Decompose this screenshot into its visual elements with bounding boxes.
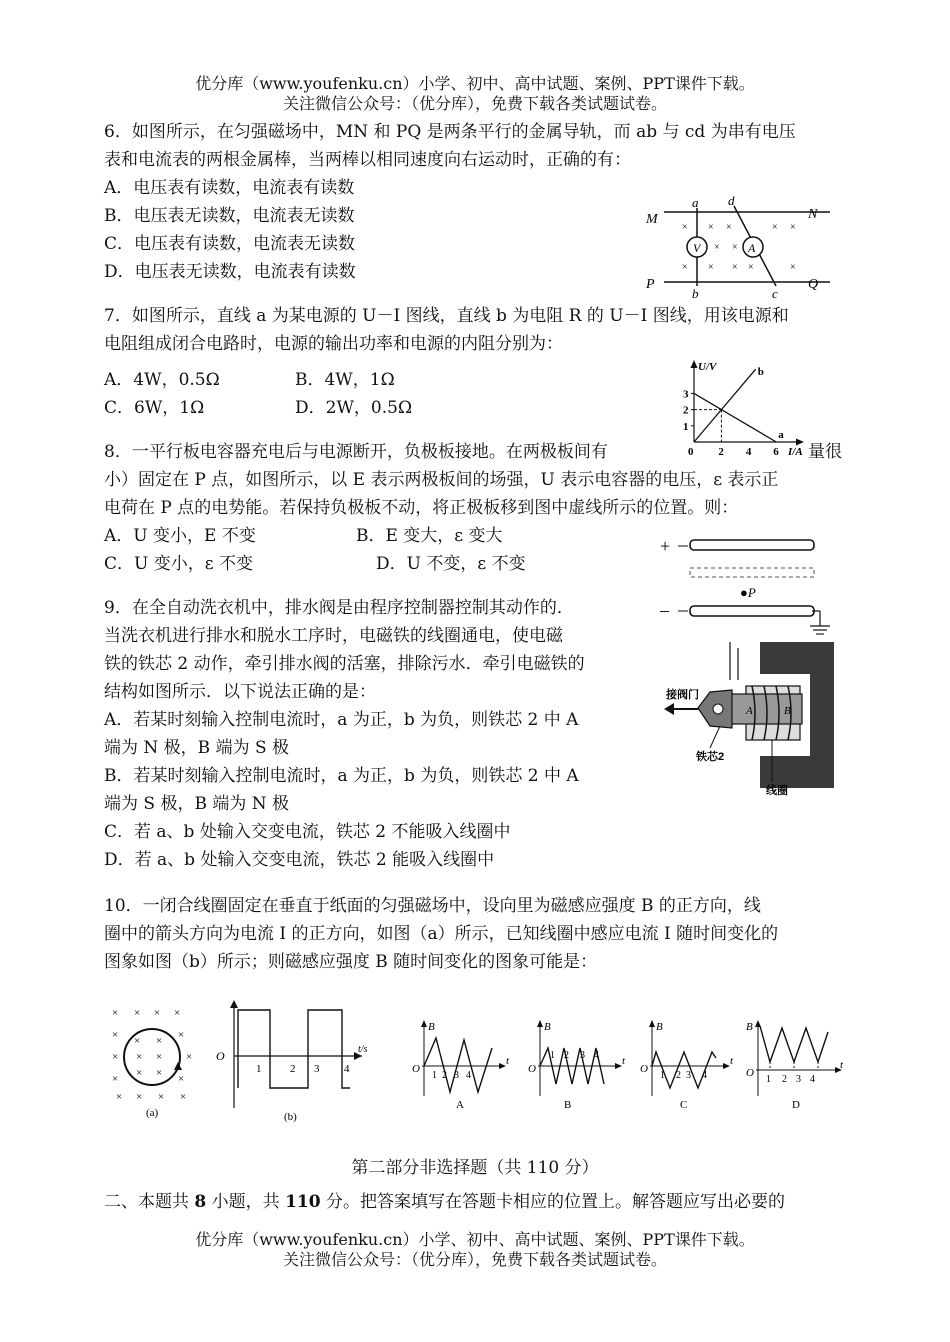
label-Q: Q (808, 277, 819, 292)
q8-option-d: D．U 不变，ε 不变 (376, 554, 526, 574)
svg-text:×: × (134, 1035, 141, 1047)
series-label-a: a (778, 429, 784, 441)
q10-stem-2: 圈中的箭头方向为电流 I 的正方向，如图（a）所示，已知线圈中感应电流 I 随时间变化的 (104, 924, 779, 944)
q6-option-d: D．电压表无读数，电流表有读数 (104, 262, 356, 282)
svg-text:t: t (506, 1055, 510, 1067)
part2-title: 第二部分非选择题（共 110 分） (351, 1158, 599, 1178)
q8-stem-1-tail: 量很 (808, 442, 842, 462)
svg-text:2: 2 (442, 1070, 447, 1081)
svg-text:×: × (178, 1073, 185, 1085)
svg-text:O: O (412, 1063, 420, 1075)
svg-text:×: × (156, 1051, 163, 1063)
svg-text:×: × (136, 1067, 143, 1079)
label-b: b (692, 286, 699, 300)
svg-text:2: 2 (676, 1070, 681, 1081)
x-axis-label: I/A (788, 446, 803, 458)
point-P: ●P (740, 585, 756, 600)
svg-text:×: × (682, 262, 688, 273)
q10-option-a-graph (408, 1018, 512, 1110)
svg-text:1: 1 (256, 1063, 262, 1075)
svg-text:×: × (708, 222, 714, 233)
q10-stem-1: 10．一闭合线圈固定在垂直于纸面的匀强磁场中，设向里为磁感应强度 B 的正方向，线 (104, 896, 761, 916)
page-footer (0, 1230, 950, 1270)
svg-text:2: 2 (290, 1063, 296, 1075)
svg-text:2: 2 (564, 1050, 569, 1061)
svg-text:1: 1 (432, 1070, 437, 1081)
svg-text:×: × (112, 1007, 119, 1019)
footer-line-1: 优分库（www.youfenku.cn）小学、初中、高中试题、案例、PPT课件下载。 (195, 1230, 755, 1249)
header-line-2: 关注微信公众号：（优分库），免费下载各类试题试卷。 (282, 94, 667, 113)
label-N: N (808, 207, 818, 222)
x-tick-6: 6 (773, 446, 779, 458)
q9-option-d: D．若 a、b 处输入交变电流，铁芯 2 能吸入线圈中 (104, 850, 495, 870)
svg-text:×: × (112, 1029, 119, 1041)
coil-label: 线圈 (766, 785, 788, 797)
series-label-b: b (757, 366, 764, 379)
svg-text:×: × (714, 242, 720, 253)
svg-text:B: B (746, 1021, 753, 1033)
option-d-label: D (792, 1099, 800, 1110)
svg-text:B: B (656, 1021, 663, 1033)
q7-option-c: C．6W，1Ω (104, 398, 205, 418)
svg-text:×: × (134, 1007, 141, 1019)
svg-text:3: 3 (796, 1074, 801, 1085)
valve-label: 接阀门 (666, 689, 699, 701)
q7-option-d: D．2W，0.5Ω (295, 398, 413, 418)
q8-stem-1: 8．一平行板电容器充电后与电源断开，负极板接地。在两极板间有 (104, 442, 608, 462)
q6-option-a: A．电压表有读数，电流表有读数 (104, 178, 355, 198)
origin-label: 0 (688, 446, 694, 458)
svg-text:O: O (746, 1067, 754, 1079)
svg-text:4: 4 (466, 1070, 471, 1081)
plus-sign: + (660, 536, 671, 556)
svg-text:×: × (178, 1029, 185, 1041)
svg-text:1: 1 (550, 1050, 555, 1061)
svg-text:3: 3 (580, 1050, 585, 1061)
voltmeter-label: V (693, 241, 701, 255)
electromagnet-figure (660, 636, 844, 800)
svg-text:×: × (732, 262, 738, 273)
q8-stem-3: 电荷在 P 点的电势能。若保持负极板不动，将正极板移到图中虚线所示的位置。则： (104, 498, 739, 518)
q6-stem-2: 表和电流表的两根金属棒，当两棒以相同速度向右运动时，正确的有： (104, 150, 631, 170)
page-header (0, 74, 950, 114)
y-axis-arrow (691, 360, 698, 368)
svg-text:1: 1 (660, 1070, 665, 1081)
q10-option-d-graph (742, 1018, 848, 1110)
q9-option-c: C．若 a、b 处输入交变电流，铁芯 2 不能吸入线圈中 (104, 822, 511, 842)
option-c-label: C (680, 1099, 688, 1110)
svg-text:×: × (154, 1007, 161, 1019)
q10-option-c-graph (636, 1018, 736, 1110)
svg-text:×: × (112, 1073, 119, 1085)
series-line-a (694, 393, 776, 442)
label-P: P (646, 277, 655, 292)
svg-text:×: × (732, 242, 738, 253)
svg-text:×: × (158, 1091, 165, 1103)
q9-stem-2: 当洗衣机进行排水和脱水工序时，电磁铁的线圈通电，使电磁 (104, 626, 563, 646)
q9-option-a-2: 端为 N 极，B 端为 S 极 (104, 738, 290, 758)
part2-intro: 二、本题共 8 小题，共 110 分。把答案填写在答题卡相应的位置上。解答题应写出必要的 (104, 1192, 785, 1212)
svg-text:4: 4 (810, 1074, 815, 1085)
svg-text:×: × (180, 1091, 187, 1103)
label-a: a (692, 195, 699, 210)
svg-text:×: × (186, 1051, 193, 1063)
y-axis-label: U/V (698, 361, 717, 373)
q9-option-b-1: B．若某时刻输入控制电流时，a 为正，b 为负，则铁芯 2 中 A (104, 766, 579, 786)
series-line-b (694, 369, 756, 442)
svg-text:4: 4 (594, 1050, 599, 1061)
q7-option-b: B．4W，1Ω (295, 370, 395, 390)
svg-text:×: × (790, 262, 796, 273)
svg-text:2: 2 (782, 1074, 787, 1085)
svg-text:×: × (174, 1007, 181, 1019)
q8-stem-2: 小）固定在 P 点，如图所示，以 E 表示两极板间的场强，U 表示电容器的电压，ε 表示正 (104, 470, 779, 490)
svg-text:×: × (748, 262, 754, 273)
header-line-1: 优分库（www.youfenku.cn）小学、初中、高中试题、案例、PPT课件下载。 (195, 74, 755, 93)
svg-text:3: 3 (454, 1070, 459, 1081)
svg-text:×: × (156, 1067, 163, 1079)
core-end-B: B (784, 705, 791, 717)
svg-text:3: 3 (314, 1063, 320, 1075)
y-tick-1: 1 (683, 420, 689, 433)
svg-text:O: O (640, 1063, 648, 1075)
y-tick-2: 2 (683, 404, 689, 417)
q8-option-a: A．U 变小，E 不变 (104, 526, 256, 546)
svg-text:t: t (730, 1055, 734, 1067)
label-d: d (728, 193, 735, 208)
svg-text:×: × (136, 1091, 143, 1103)
ui-chart (676, 360, 816, 472)
q9-stem-3: 铁的铁芯 2 动作，牵引排水阀的活塞，排除污水．牵引电磁铁的 (104, 654, 585, 674)
svg-text:4: 4 (344, 1063, 350, 1075)
svg-text:3: 3 (686, 1070, 691, 1081)
core-end-A: A (746, 705, 753, 717)
svg-text:1: 1 (766, 1074, 771, 1085)
core-label: 铁芯2 (696, 751, 725, 763)
svg-text:B: B (428, 1021, 435, 1033)
svg-text:×: × (156, 1035, 163, 1047)
q9-option-a-1: A．若某时刻输入控制电流时，a 为正，b 为负，则铁芯 2 中 A (104, 710, 579, 730)
svg-text:×: × (726, 222, 732, 233)
q6-rails-figure (640, 190, 840, 300)
svg-text:t: t (840, 1059, 844, 1071)
x-tick-2: 2 (718, 446, 724, 458)
q10-figure-a (108, 1000, 208, 1120)
svg-text:×: × (682, 222, 688, 233)
q9-stem-1: 9．在全自动洗衣机中，排水阀是由程序控制器控制其动作的． (104, 598, 574, 618)
q6-option-c: C．电压表有读数，电流表无读数 (104, 234, 356, 254)
q7-option-a: A．4W，0.5Ω (104, 370, 220, 390)
capacitor-figure (652, 530, 832, 642)
q6-stem-1: 6．如图所示，在匀强磁场中，MN 和 PQ 是两条平行的金属导轨，而 ab 与 cd 为串有电压 (104, 122, 796, 142)
q10-option-b-graph (524, 1018, 628, 1110)
svg-text:×: × (772, 222, 778, 233)
q9-stem-4: 结构如图所示．以下说法正确的是： (104, 682, 376, 702)
svg-text:B: B (544, 1021, 551, 1033)
svg-text:×: × (708, 262, 714, 273)
option-b-label: B (564, 1099, 572, 1110)
x-axis-arrow (796, 439, 804, 446)
fig-b-label: (b) (284, 1111, 297, 1123)
svg-text:×: × (136, 1051, 143, 1063)
svg-text:t: t (622, 1055, 626, 1067)
svg-text:t/s: t/s (358, 1044, 368, 1055)
y-tick-3: 3 (683, 388, 689, 401)
ammeter-label: A (748, 241, 756, 255)
q9-option-b-2: 端为 S 极，B 端为 N 极 (104, 794, 290, 814)
svg-text:O: O (528, 1063, 536, 1075)
label-c: c (772, 286, 778, 300)
minus-sign: – (660, 600, 669, 620)
q8-option-b: B．E 变大，ε 变大 (356, 526, 503, 546)
svg-text:4: 4 (702, 1070, 707, 1081)
q7-stem-2: 电阻组成闭合电路时，电源的输出功率和电源的内阻分别为： (104, 334, 563, 354)
svg-text:×: × (112, 1051, 119, 1063)
footer-line-2: 关注微信公众号：（优分库），免费下载各类试题试卷。 (282, 1250, 667, 1269)
q6-option-b: B．电压表无读数，电流表无读数 (104, 206, 355, 226)
q10-figure-b (212, 996, 372, 1124)
option-a-label: A (456, 1099, 464, 1110)
svg-text:×: × (116, 1091, 123, 1103)
label-M: M (646, 212, 658, 227)
fig-a-label: (a) (146, 1107, 159, 1119)
x-tick-4: 4 (745, 446, 752, 458)
svg-text:×: × (790, 222, 796, 233)
svg-text:O: O (216, 1049, 225, 1063)
q7-stem-1: 7．如图所示，直线 a 为某电源的 U－I 图线，直线 b 为电阻 R 的 U－I 图线，用该电源和 (104, 306, 789, 326)
q10-stem-3: 图象如图（b）所示；则磁感应强度 B 随时间变化的图象可能是： (104, 952, 598, 972)
q8-option-c: C．U 变小，ε 不变 (104, 554, 253, 574)
